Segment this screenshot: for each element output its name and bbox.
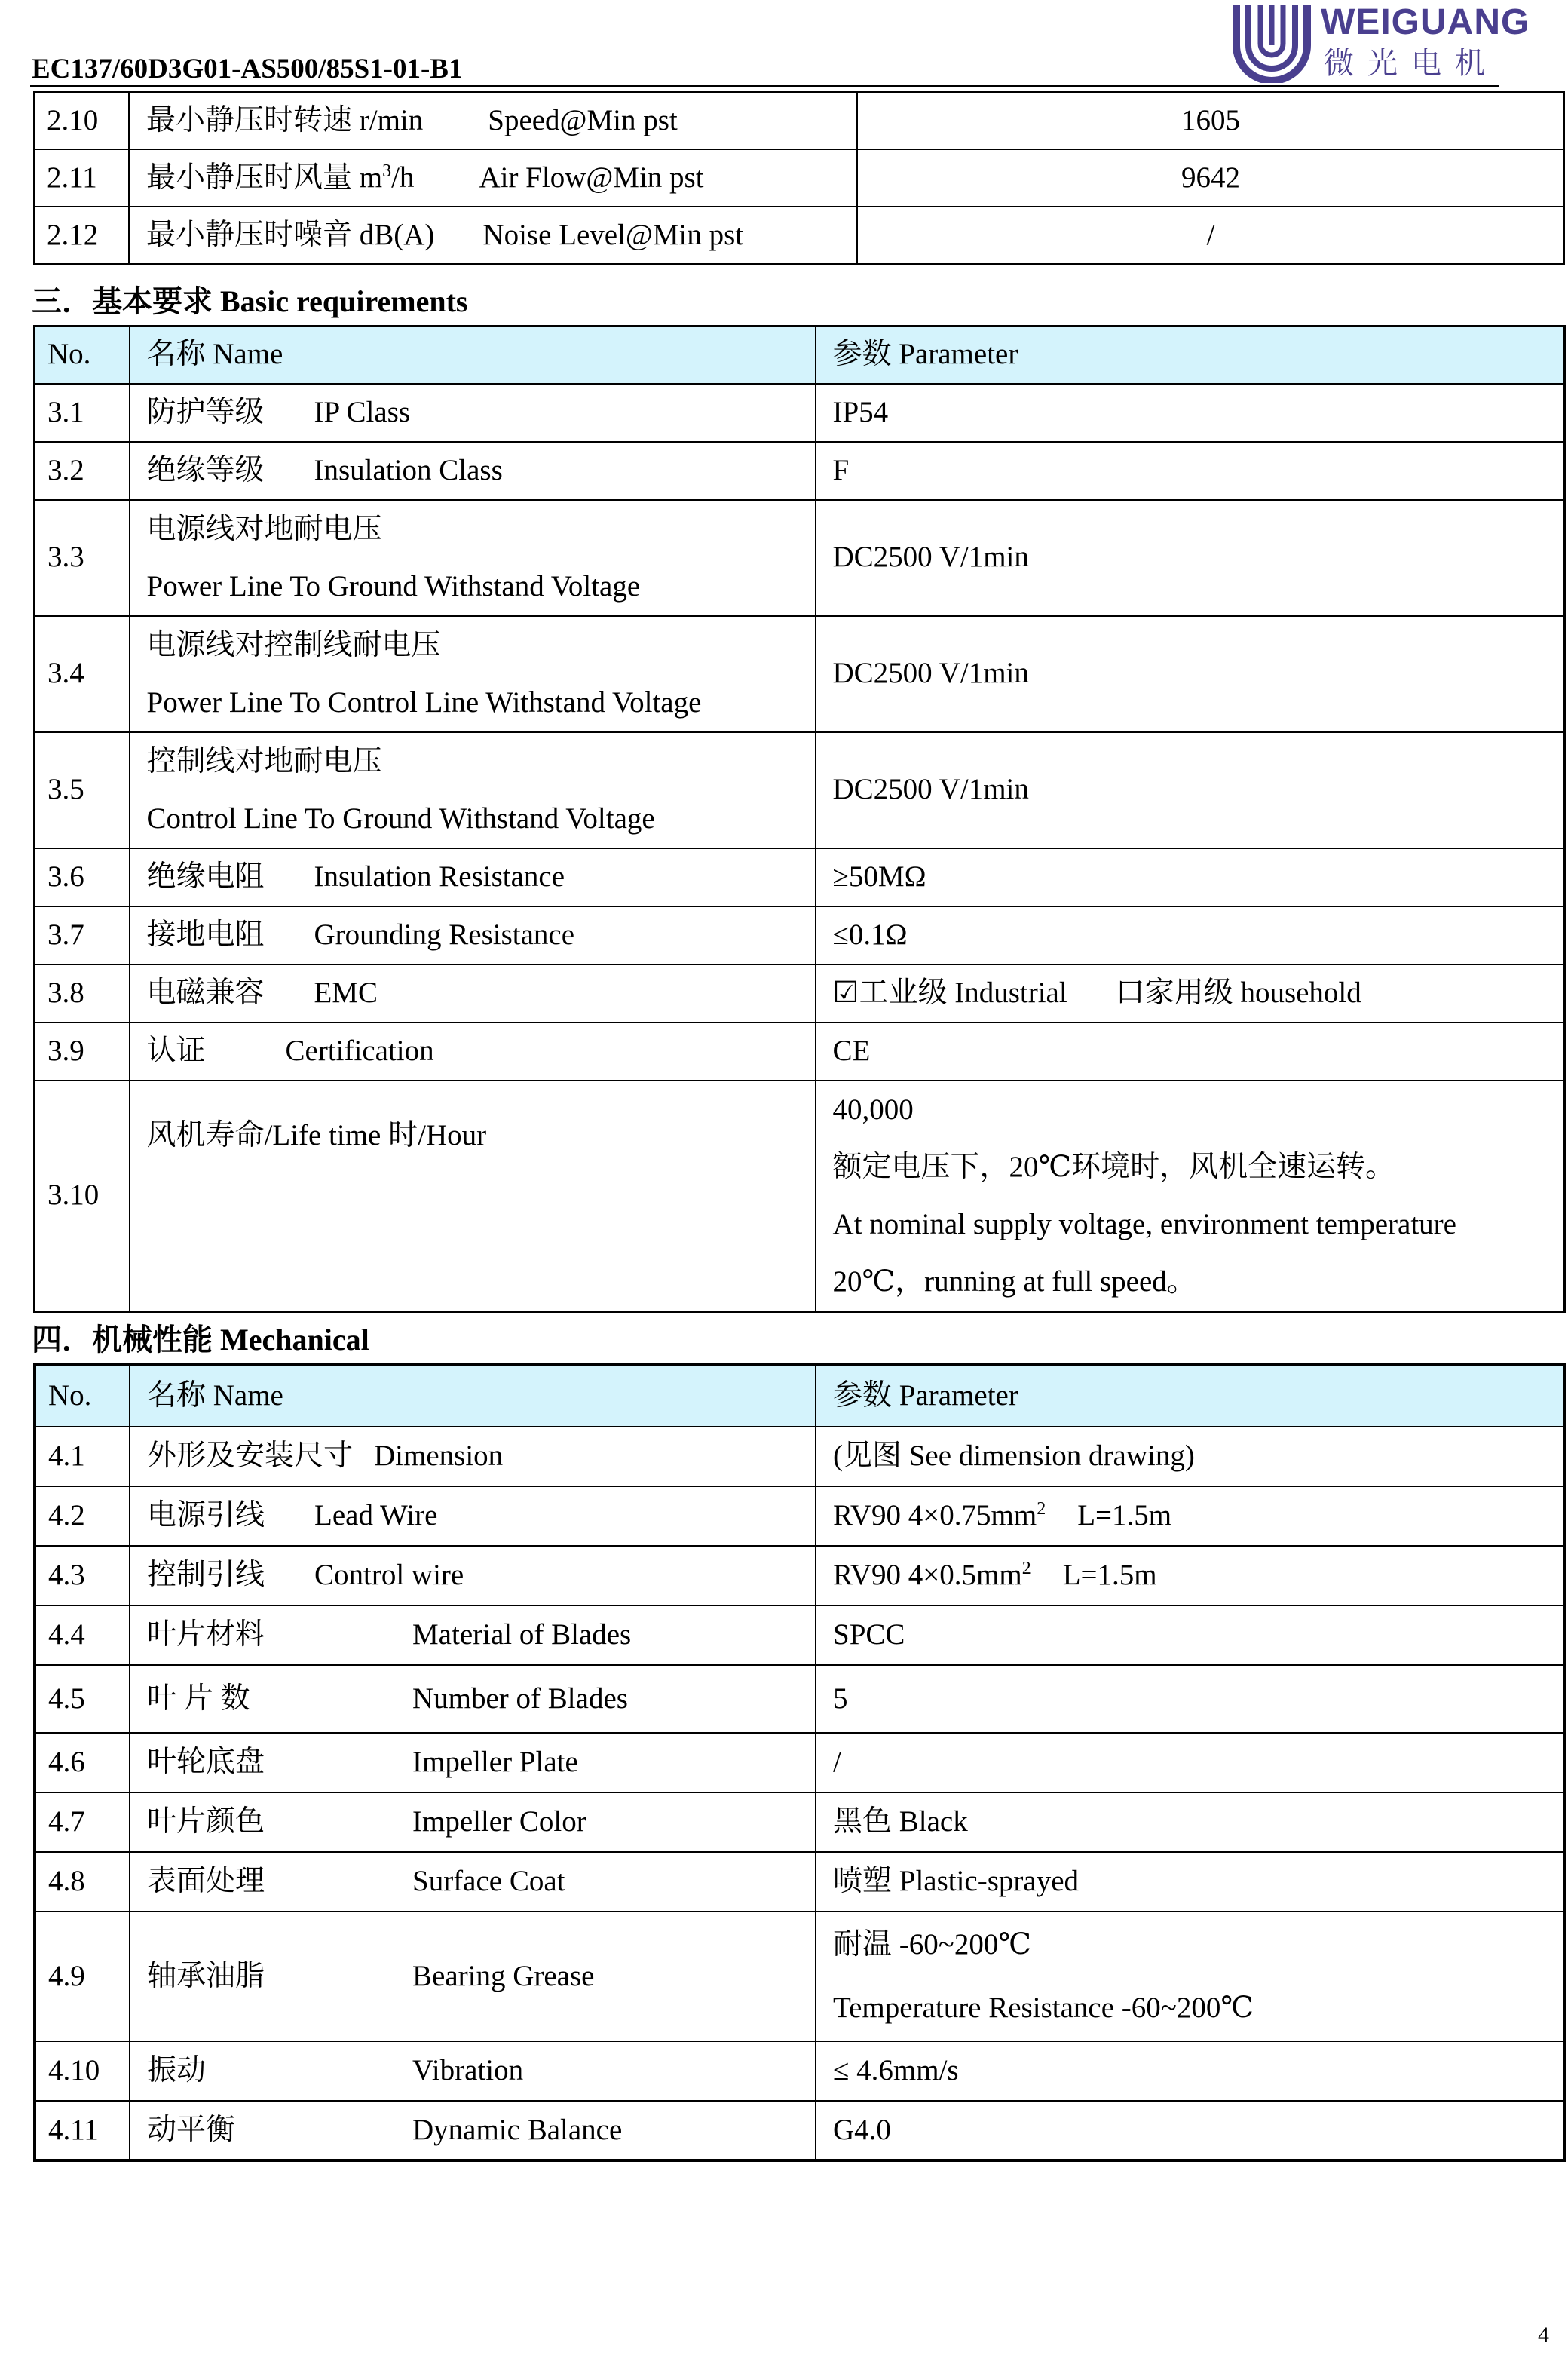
row-number: 2.11: [34, 149, 129, 207]
row-number: 3.1: [35, 384, 130, 442]
header-no: No.: [35, 1365, 130, 1427]
basic-requirements-table: [33, 325, 1566, 1313]
row-name: 风机寿命/Life time 时/Hour: [130, 1081, 816, 1312]
row-value: [816, 1081, 1565, 1312]
row-value: 9642: [857, 149, 1564, 207]
row-number: 4.8: [35, 1852, 130, 1912]
name-en: EMC: [314, 976, 378, 1009]
name-en: Control Line To Ground Withstand Voltage: [146, 802, 655, 835]
row-number: 4.3: [35, 1546, 130, 1605]
table-row: [35, 1665, 1565, 1733]
row-name: [130, 1852, 816, 1912]
grease-temp-en: Temperature Resistance -60~200℃: [833, 1992, 1254, 2024]
name-cn: 最小静压时风量 m: [146, 161, 383, 194]
row-name: [130, 1605, 816, 1665]
row-value: (见图 See dimension drawing): [816, 1427, 1565, 1486]
name-en: Bearing Grease: [412, 1959, 595, 1992]
life-condition-cn: 额定电压下，20℃环境时，风机全速运转。: [832, 1150, 1395, 1183]
row-name: [130, 1546, 816, 1605]
wire-length: L=1.5m: [1062, 1559, 1157, 1592]
row-name: [130, 442, 816, 500]
row-number: 3.3: [35, 500, 130, 616]
logo-chinese-text: 微光电机: [1324, 46, 1499, 81]
logo-english-text: WEIGUANG: [1321, 2, 1530, 42]
name-cn: 认证: [146, 1034, 206, 1067]
name-cn: 绝缘等级: [146, 453, 265, 486]
table-row: [35, 2101, 1565, 2160]
row-value: DC2500 V/1min: [816, 732, 1565, 848]
name-cn: 振动: [147, 2054, 207, 2087]
table-row: [35, 1081, 1565, 1312]
row-value: [816, 964, 1565, 1023]
row-number: 3.10: [35, 1081, 130, 1312]
table-row: [35, 1427, 1565, 1486]
row-value: /: [816, 1733, 1565, 1792]
name-cn-unit: /h: [391, 161, 415, 194]
name-cn: 外形及安装尺寸: [147, 1440, 354, 1473]
row-value: CE: [816, 1023, 1565, 1081]
name-en: Impeller Color: [412, 1805, 586, 1838]
name-cn: 控制引线: [147, 1559, 265, 1592]
name-cn: 最小静压时噪音 dB(A): [146, 218, 435, 251]
row-number: 2.12: [34, 207, 129, 264]
name-en: Speed@Min pst: [488, 103, 678, 136]
name-cn: 表面处理: [147, 1865, 265, 1898]
row-name: [129, 92, 857, 149]
name-cn: 叶片颜色: [147, 1805, 265, 1838]
airflow-table: [33, 91, 1565, 265]
mechanical-table: [33, 1363, 1566, 2162]
name-en: Air Flow@Min pst: [479, 161, 704, 194]
row-name: [130, 1427, 816, 1486]
table-row: [35, 848, 1565, 906]
name-cn: 动平衡: [147, 2113, 236, 2146]
table-row: [35, 1605, 1565, 1665]
row-value: ≥50MΩ: [816, 848, 1565, 906]
company-logo: [1230, 0, 1530, 83]
name-en: Number of Blades: [412, 1682, 628, 1715]
weiguang-logo-icon: [1230, 0, 1313, 83]
table-row: [35, 616, 1565, 732]
row-value: /: [857, 207, 1564, 264]
name-en: Power Line To Ground Withstand Voltage: [146, 569, 641, 603]
table-row: [35, 1546, 1565, 1605]
table-row: [34, 92, 1564, 149]
superscript: 2: [1021, 1559, 1031, 1579]
header-rule: [30, 85, 1499, 87]
row-value: 5: [816, 1665, 1565, 1733]
row-name: [130, 2041, 816, 2101]
name-en: Dynamic Balance: [412, 2113, 623, 2146]
name-cn: 最小静压时转速 r/min: [146, 103, 424, 136]
row-value: F: [816, 442, 1565, 500]
name-en: Certification: [285, 1034, 434, 1067]
row-value: G4.0: [816, 2101, 1565, 2160]
wire-spec: RV90 4×0.75mm: [833, 1499, 1037, 1532]
row-value: ≤ 4.6mm/s: [816, 2041, 1565, 2101]
name-cn: 电源引线: [147, 1499, 265, 1532]
row-value: ≤0.1Ω: [816, 906, 1565, 964]
row-name: [130, 2101, 816, 2160]
table-row: [35, 1792, 1565, 1852]
row-value: 1605: [857, 92, 1564, 149]
row-value: [816, 1486, 1565, 1546]
row-number: 2.10: [34, 92, 129, 149]
wire-spec: RV90 4×0.5mm: [833, 1559, 1022, 1592]
table-row: [35, 1486, 1565, 1546]
superscript: 2: [1037, 1499, 1046, 1519]
name-cn: 电源线对地耐电压: [146, 512, 382, 545]
life-condition-en-2: 20℃，running at full speed。: [832, 1265, 1196, 1298]
row-number: 3.6: [35, 848, 130, 906]
document-code: EC137/60D3G01-AS500/85S1-01-B1: [32, 54, 463, 84]
superscript: 3: [382, 161, 392, 181]
table-row: [34, 149, 1564, 207]
table-row: [35, 1912, 1565, 2041]
row-number: 3.2: [35, 442, 130, 500]
name-cn: 防护等级: [146, 395, 265, 428]
row-name: [130, 732, 816, 848]
row-name: [130, 1733, 816, 1792]
name-en: Insulation Class: [314, 453, 503, 486]
name-en: Material of Blades: [412, 1618, 632, 1651]
life-condition-en-1: At nominal supply voltage, environment temperature: [832, 1207, 1456, 1240]
row-value: [816, 1546, 1565, 1605]
name-en: Surface Coat: [412, 1865, 565, 1898]
row-value: DC2500 V/1min: [816, 500, 1565, 616]
name-en: Impeller Plate: [412, 1746, 578, 1779]
row-number: 4.6: [35, 1733, 130, 1792]
row-value: IP54: [816, 384, 1565, 442]
row-name: [130, 384, 816, 442]
name-en: Dimension: [374, 1440, 504, 1473]
name-cn: 绝缘电阻: [146, 860, 265, 893]
row-number: 4.11: [35, 2101, 130, 2160]
table-row: [34, 207, 1564, 264]
header-no: No.: [35, 327, 130, 384]
name-cn: 叶轮底盘: [147, 1746, 265, 1779]
row-name: [130, 1486, 816, 1546]
row-number: 4.5: [35, 1665, 130, 1733]
header-parameter: 参数 Parameter: [816, 327, 1565, 384]
grease-temp-cn: 耐温 -60~200℃: [833, 1928, 1031, 1961]
row-number: 4.2: [35, 1486, 130, 1546]
table-row: [35, 500, 1565, 616]
table-row: [35, 732, 1565, 848]
row-number: 4.1: [35, 1427, 130, 1486]
table-row: [35, 442, 1565, 500]
row-value: 喷塑 Plastic-sprayed: [816, 1852, 1565, 1912]
name-cn: 电磁兼容: [146, 976, 265, 1009]
section-title-basic-requirements: 三．基本要求 Basic requirements: [32, 284, 468, 318]
life-hours: 40,000: [832, 1093, 914, 1126]
wire-length: L=1.5m: [1077, 1499, 1172, 1532]
row-number: 3.8: [35, 964, 130, 1023]
row-value: [816, 1912, 1565, 2041]
name-cn: 接地电阻: [146, 918, 265, 951]
section-title-mechanical: 四．机械性能 Mechanical: [32, 1323, 369, 1357]
name-en: Lead Wire: [314, 1499, 438, 1532]
name-en: Power Line To Control Line Withstand Voltage: [146, 685, 702, 719]
name-en: Noise Level@Min pst: [482, 218, 744, 251]
row-number: 4.9: [35, 1912, 130, 2041]
table-header-row: [35, 1365, 1565, 1427]
page-number: 4: [1538, 2323, 1549, 2347]
row-name: [130, 906, 816, 964]
row-name: [130, 1665, 816, 1733]
row-number: 4.4: [35, 1605, 130, 1665]
row-name: [129, 207, 857, 264]
row-number: 3.7: [35, 906, 130, 964]
row-number: 4.10: [35, 2041, 130, 2101]
name-cn: 轴承油脂: [147, 1959, 265, 1992]
name-en: IP Class: [314, 395, 411, 428]
table-row: [35, 1023, 1565, 1081]
table-row: [35, 384, 1565, 442]
row-value: SPCC: [816, 1605, 1565, 1665]
table-header-row: [35, 327, 1565, 384]
row-value: DC2500 V/1min: [816, 616, 1565, 732]
row-name: [130, 1792, 816, 1852]
header-parameter: 参数 Parameter: [816, 1365, 1565, 1427]
table-row: [35, 2041, 1565, 2101]
header-name: 名称 Name: [130, 1365, 816, 1427]
row-name: [130, 616, 816, 732]
table-row: [35, 964, 1565, 1023]
row-name: [129, 149, 857, 207]
emc-household-checkbox: 口家用级 household: [1115, 976, 1361, 1009]
row-name: [130, 964, 816, 1023]
row-number: 3.4: [35, 616, 130, 732]
table-row: [35, 1733, 1565, 1792]
table-row: [35, 1852, 1565, 1912]
row-number: 3.5: [35, 732, 130, 848]
table-row: [35, 906, 1565, 964]
name-cn: 电源线对控制线耐电压: [146, 628, 441, 661]
row-name: [130, 848, 816, 906]
name-en: Grounding Resistance: [314, 918, 575, 951]
row-name: [130, 1912, 816, 2041]
name-cn: 控制线对地耐电压: [146, 744, 382, 777]
name-cn: 叶片材料: [147, 1618, 265, 1651]
header-name: 名称 Name: [130, 327, 816, 384]
row-name: [130, 500, 816, 616]
row-name: [130, 1023, 816, 1081]
row-value: 黑色 Black: [816, 1792, 1565, 1852]
name-en: Vibration: [412, 2054, 524, 2087]
emc-industrial-checkbox: ☑工业级 Industrial: [832, 976, 1067, 1009]
row-number: 3.9: [35, 1023, 130, 1081]
name-en: Insulation Resistance: [314, 860, 565, 893]
name-en: Control wire: [314, 1559, 464, 1592]
name-cn: 叶 片 数: [147, 1682, 250, 1715]
row-number: 4.7: [35, 1792, 130, 1852]
